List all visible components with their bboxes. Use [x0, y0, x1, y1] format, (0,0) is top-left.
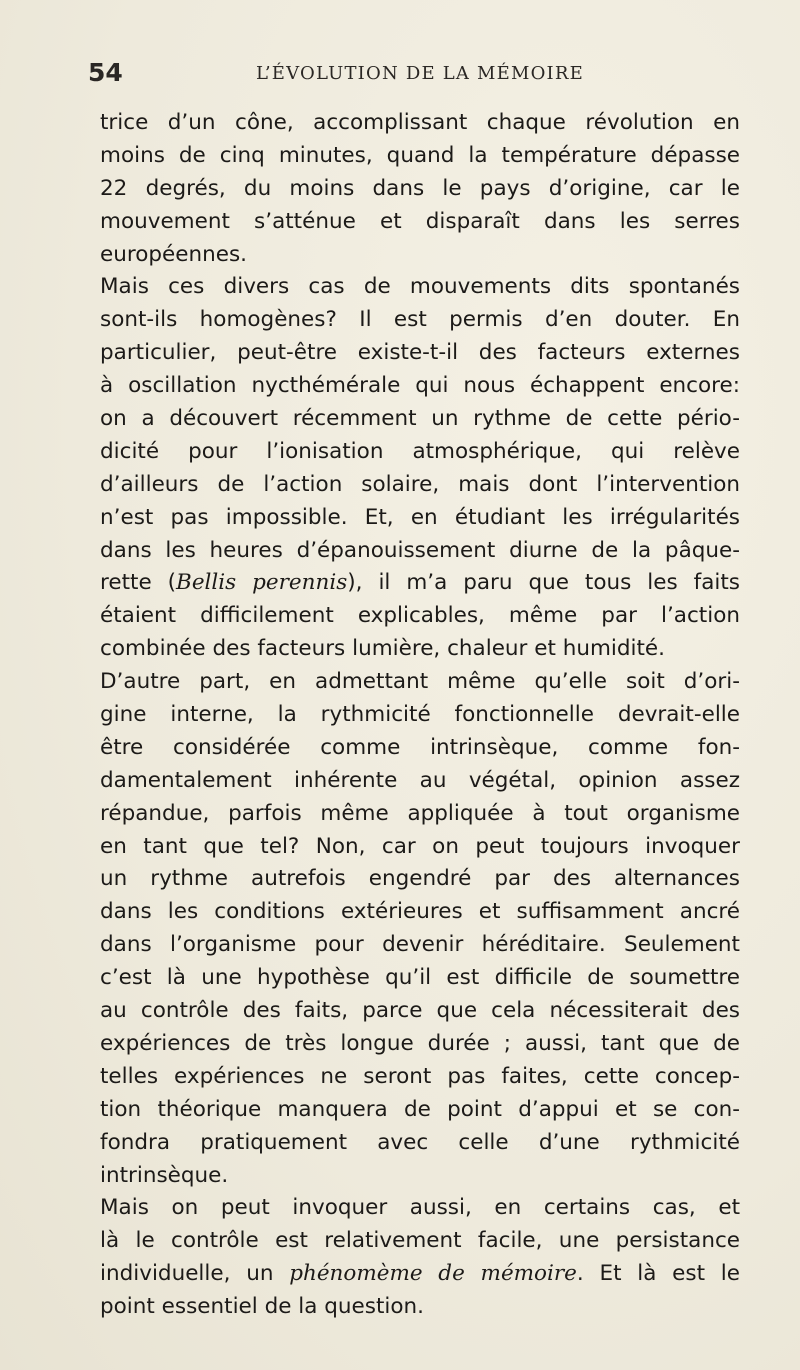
text-line: européennes.	[100, 241, 247, 267]
text-run: . Et là est le	[576, 1261, 740, 1287]
text-line: tion théorique manquera de point d’appui et se con-	[100, 1096, 740, 1122]
text-line: 22 degrés, du moins dans le pays d’origine, car le	[100, 175, 740, 201]
text-line: fondra pratiquement avec celle d’une rythmicité	[100, 1129, 740, 1155]
text-line: dans les heures d’épanouissement diurne de la pâque-	[100, 537, 740, 563]
text-line: particulier, peut-être existe-t-il des facteurs externes	[100, 340, 740, 366]
text-line: un rythme autrefois engendré par des alternances	[100, 866, 740, 892]
text-line: expériences de très longue durée ; aussi, tant que de	[100, 1030, 740, 1056]
text-line: combinée des facteurs lumière, chaleur et humidité.	[100, 636, 665, 662]
text-line: dicité pour l’ionisation atmosphérique, qui relève	[100, 438, 740, 464]
text-line: sont-ils homogènes? Il est permis d’en douter. En	[100, 307, 740, 333]
text-line: trice d’un cône, accomplissant chaque révolution en	[100, 110, 740, 135]
text-run: individuelle, un	[100, 1261, 290, 1287]
text-line: étaient difficilement explicables, même par l’action	[100, 603, 740, 629]
running-title: L’ÉVOLUTION DE LA MÉMOIRE	[256, 63, 584, 84]
text-line: d’ailleurs de l’action solaire, mais dont l’intervention	[100, 471, 740, 497]
text-run: rette (	[100, 570, 177, 596]
text-line: être considérée comme intrinsèque, comme fon-	[100, 734, 740, 760]
text-line: à oscillation nycthémérale qui nous échappent encore:	[100, 373, 740, 399]
text-line: telles expériences ne seront pas faites, cette concep-	[100, 1063, 740, 1089]
text-line: mouvement s’atténue et disparaît dans les serres	[100, 208, 740, 234]
text-run: ), il m’a paru que tous les faits	[347, 570, 740, 596]
italic-term: phénomème de mémoire	[289, 1261, 577, 1287]
text-line: dans l’organisme pour devenir héréditaire. Seulement	[100, 932, 740, 958]
text-line: damentalement inhérente au végétal, opinion assez	[100, 767, 740, 793]
text-line	[100, 1258, 740, 1291]
text-line	[100, 567, 740, 600]
text-line: répandue, parfois même appliquée à tout organisme	[100, 800, 740, 826]
text-line: intrinsèque.	[100, 1162, 229, 1188]
text-line: Mais ces divers cas de mouvements dits spontanés	[100, 274, 740, 300]
text-line: moins de cinq minutes, quand la température dépasse	[100, 142, 740, 168]
text-line: D’autre part, en admettant même qu’elle soit d’ori-	[100, 669, 740, 695]
text-line: gine interne, la rythmicité fonctionnelle devrait-elle	[100, 702, 740, 728]
text-line: en tant que tel? Non, car on peut toujours invoquer	[100, 833, 740, 859]
page-number: 54	[88, 58, 123, 87]
body-text	[100, 107, 740, 1324]
text-line: là le contrôle est relativement facile, une persistance	[100, 1228, 740, 1254]
text-line: n’est pas impossible. Et, en étudiant les irrégularités	[100, 504, 740, 530]
text-line: Mais on peut invoquer aussi, en certains cas, et	[100, 1195, 740, 1221]
text-line: dans les conditions extérieures et suffisamment ancré	[100, 899, 740, 925]
italic-term: Bellis perennis	[176, 570, 348, 596]
page-header	[88, 58, 728, 92]
text-line: c’est là une hypothèse qu’il est difficile de soumettre	[100, 965, 740, 991]
text-line: au contrôle des faits, parce que cela nécessiterait des	[100, 998, 740, 1024]
text-line: on a découvert récemment un rythme de cette pério-	[100, 406, 740, 432]
text-line: point essentiel de la question.	[100, 1294, 425, 1320]
